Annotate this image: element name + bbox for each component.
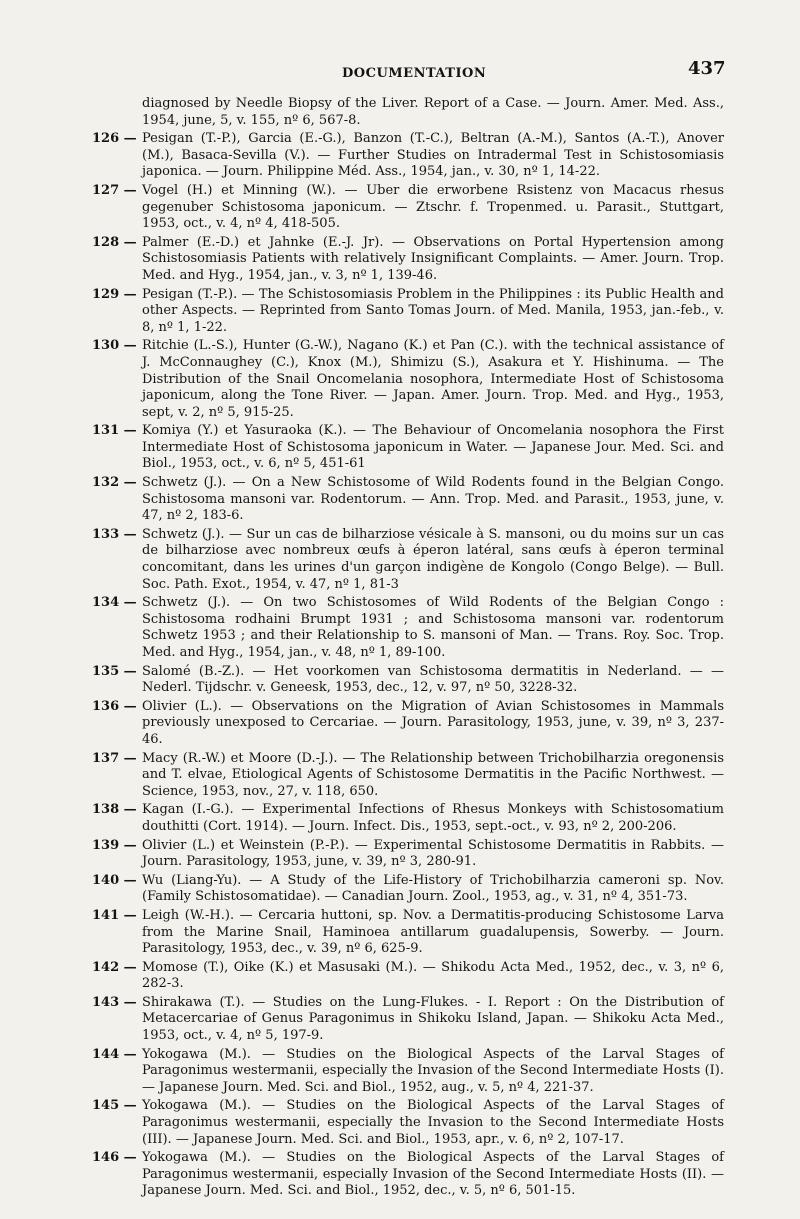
- entry-citation: Schwetz (J.). — On a New Schistosome of Wild Rodents found in the Belgian Congo. Schistosoma mansoni var. Rodentorum. — Ann. Trop. Med. and Parasit., 1953, june, v. 47, nº 2, 183-6.: [142, 475, 724, 524]
- entry-number: 128 —: [92, 234, 137, 250]
- entry-citation: Wu (Liang-Yu). — A Study of the Life-History of Trichobilharzia cameroni sp. Nov. (Family Schistosomatidae). — Canadian Journ. Zool., 1953, ag., v. 31, nº 4, 351-73.: [142, 872, 724, 905]
- entry-number: 146 —: [92, 1150, 137, 1166]
- entry-citation: Momose (T.), Oike (K.) et Masusaki (M.). — Shikodu Acta Med., 1952, dec., v. 3, nº 6, 282-3.: [142, 959, 724, 992]
- bibliography-entry: [86, 183, 724, 233]
- bibliography-entry: [86, 838, 724, 871]
- entry-citation: Pesigan (T.-P.). — The Schistosomiasis Problem in the Philippines : its Public Health and other Aspects. — Reprinted from Santo Tomas Journ. of Med. Manila, 1953, jan.-feb., v. 8, nº 1, 1-22.: [142, 286, 724, 335]
- entry-citation: Kagan (I.-G.). — Experimental Infections of Rhesus Monkeys with Schistosomatium douthitti (Cort. 1914). — Journ. Infect. Dis., 1953, sept.-oct., v. 93, nº 2, 200-206.: [142, 802, 724, 834]
- page-header: [0, 58, 800, 88]
- entry-number: 137 —: [92, 750, 137, 766]
- entry-number: 130 —: [92, 338, 137, 354]
- bibliography-entry: [86, 995, 724, 1045]
- entry-number: 143 —: [92, 994, 137, 1010]
- bibliography-entry: [86, 1098, 724, 1148]
- bibliography-entry: [86, 1150, 724, 1200]
- entry-number: 144 —: [92, 1046, 137, 1062]
- entry-citation: Palmer (E.-D.) et Jahnke (E.-J. Jr). — Observations on Portal Hypertension among Schistosomiasis Patients with relatively Insignificant Complaints. — Amer. Journ. Trop. Med. and Hyg., 1954, jan., v. 3, nº 1, 139-46.: [142, 234, 724, 283]
- page-number: 437: [688, 58, 726, 79]
- running-title: DOCUMENTATION: [342, 66, 487, 81]
- entry-citation: Shirakawa (T.). — Studies on the Lung-Flukes. - I. Report : On the Distribution of Metacercariae of Genus Paragonimus in Shikoku Island, Japan. — Shikoku Acta Med., 1953, oct., v. 4, nº 5, 197-9.: [142, 994, 724, 1044]
- entry-number: 136 —: [92, 698, 137, 714]
- entry-citation: Yokogawa (M.). — Studies on the Biological Aspects of the Larval Stages of Paragonimus westermanii, especially Invasion of the Second Intermediate Hosts (II). — Japanese Journ. Med. Sci. and Biol., 1952, dec., v. 5, nº 6, 501-15.: [142, 1150, 724, 1199]
- entry-citation: Olivier (L.). — Observations on the Migration of Avian Schistosomes in Mammals previously unexposed to Cercariae. — Journ. Parasitology, 1953, june, v. 39, nº 3, 237-46.: [142, 698, 724, 747]
- entry-citation: Yokogawa (M.). — Studies on the Biological Aspects of the Larval Stages of Paragonimus westermanii, especially the Invasion of the Second Intermediate Hosts (I). — Japanese Journ. Med. Sci. and Biol., 1952, aug., v. 5, nº 4, 221-37.: [142, 1046, 724, 1095]
- entry-number: 126 —: [92, 131, 137, 147]
- entry-citation: Schwetz (J.). — Sur un cas de bilharziose vésicale à S. mansoni, ou du moins sur un cas de bilharziose avec nombreux œufs à éperon latéral, sans œufs à éperon terminal concomitant, dans les urines d'un garçon indigène de Kongolo (Congo Belge). — Bull. Soc. Path. Exot., 1954, v. 47, nº 1, 81-3: [142, 526, 724, 592]
- bibliography-entry: [86, 873, 724, 906]
- bibliography-entry: [86, 960, 724, 993]
- entry-number: 139 —: [92, 837, 137, 853]
- bibliography-entry: [86, 751, 724, 801]
- bibliography-entry: [86, 699, 724, 749]
- bibliography-entry: [86, 595, 724, 661]
- bibliography-entry: [86, 423, 724, 473]
- entry-number: 131 —: [92, 423, 137, 439]
- entry-citation: Macy (R.-W.) et Moore (D.-J.). — The Relationship between Trichobilharzia oregonensis and T. elvae, Etiological Agents of Schistosome Dermatitis in the Pacific Northwest. — Science, 1953, nov., 27, v. 118, 650.: [142, 750, 724, 799]
- bibliography-entry: [86, 802, 724, 835]
- entry-citation: Olivier (L.) et Weinstein (P.-P.). — Experimental Schistosome Dermatitis in Rabbits. — Journ. Parasitology, 1953, june, v. 39, nº 3, 280-91.: [142, 837, 724, 870]
- entry-number: 132 —: [92, 475, 137, 491]
- bibliography-entry: [86, 338, 724, 421]
- entry-citation: Vogel (H.) et Minning (W.). — Uber die erworbene Rsistenz von Macacus rhesus gegenuber Schistosoma japonicum. — Ztschr. f. Tropenmed. u. Parasit., Stuttgart, 1953, oct., v. 4, nº 4, 418-505.: [142, 182, 724, 232]
- entry-citation: Salomé (B.-Z.). — Het voorkomen van Schistosoma dermatitis in Nederland. — — Nederl. Tijdschr. v. Geneesk, 1953, dec., 12, v. 97, nº 50, 3228-32.: [142, 663, 724, 696]
- entry-number: 145 —: [92, 1098, 137, 1114]
- entry-number: 127 —: [92, 182, 137, 198]
- entry-number: 141 —: [92, 907, 137, 923]
- entry-citation: Ritchie (L.-S.), Hunter (G.-W.), Nagano (K.) et Pan (C.). with the technical assistance of J. McConnaughey (C.), Knox (M.), Shimizu (S.), Asakura et Y. Hishinuma. — The Distribution of the Snail Oncomelania nosophora, Intermediate Host of Schistosoma japonicum, along the Tone River. — Japan. Amer. Journ. Trop. Med. and Hyg., 1953, sept, v. 2, nº 5, 915-25.: [142, 338, 724, 420]
- bibliography-entry: [86, 664, 724, 697]
- bibliography-entry: [86, 235, 724, 285]
- continuation-text: diagnosed by Needle Biopsy of the Liver. Report of a Case. — Journ. Amer. Med. Ass., 1954, june, 5, v. 155, nº 6, 567-8.: [142, 96, 724, 128]
- entry-citation: Yokogawa (M.). — Studies on the Biological Aspects of the Larval Stages of Paragonimus westermanii, especially the Invasion to the Second Intermediate Hosts (III). — Japanese Journ. Med. Sci. and Biol., 1953, apr., v. 6, nº 2, 107-17.: [142, 1098, 724, 1147]
- entry-citation: Leigh (W.-H.). — Cercaria huttoni, sp. Nov. a Dermatitis-producing Schistosome Larva from the Marine Snail, Haminoea antillarum guadalupensis, Sowerby. — Journ. Parasitology, 1953, dec., v. 39, nº 6, 625-9.: [142, 907, 724, 957]
- bibliography-entry: [86, 475, 724, 525]
- bibliography-entry: [86, 527, 724, 593]
- entry-number: 133 —: [92, 526, 137, 542]
- entry-number: 135 —: [92, 663, 137, 679]
- entry-number: 138 —: [92, 802, 137, 818]
- entry-citation: Schwetz (J.). — On two Schistosomes of Wild Rodents of the Belgian Congo : Schistosoma rodhaini Brumpt 1931 ; and Schistosoma mansoni var. rodentorum Schwetz 1953 ; and their Relationship to S. mansoni of Man. — Trans. Roy. Soc. Trop. Med. and Hyg., 1954, jan., v. 48, nº 1, 89-100.: [142, 595, 724, 660]
- bibliography-entry: [86, 908, 724, 958]
- entry-number: 142 —: [92, 959, 137, 975]
- entry-number: 134 —: [92, 595, 137, 611]
- entry-number: 129 —: [92, 286, 137, 302]
- bibliography-list: [86, 96, 724, 1202]
- bibliography-entry: [86, 131, 724, 181]
- bibliography-entry: [86, 287, 724, 337]
- entry-citation: Pesigan (T.-P.), Garcia (E.-G.), Banzon (T.-C.), Beltran (A.-M.), Santos (A.-T.), Anover (M.), Basaca-Sevilla (V.). — Further Studies on Intradermal Test in Schistosomiasis japonica. — Journ. Philippine Méd. Ass., 1954, jan., v. 30, nº 1, 14-22.: [142, 131, 724, 180]
- entry-list: [86, 131, 724, 1200]
- entry-number: 140 —: [92, 872, 137, 888]
- bibliography-entry: [86, 1047, 724, 1097]
- entry-citation: Komiya (Y.) et Yasuraoka (K.). — The Behaviour of Oncomelania nosophora the First Intermediate Host of Schistosoma japonicum in Water. — Japanese Jour. Med. Sci. and Biol., 1953, oct., v. 6, nº 5, 451-61: [142, 423, 724, 472]
